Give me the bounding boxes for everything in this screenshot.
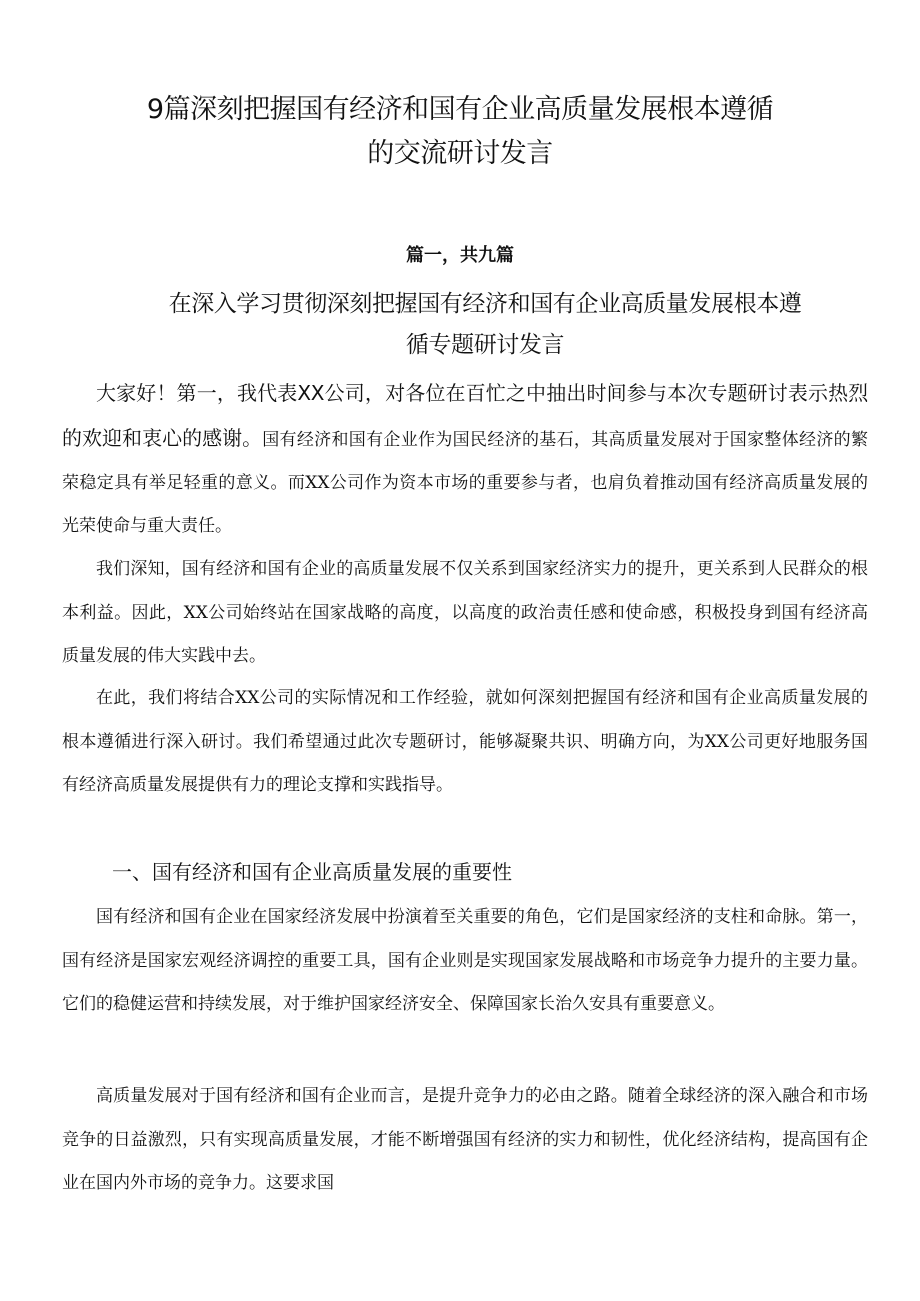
intro-body-text: 国有经济和国有企业作为国民经济的基石，其高质量发展对于国家整体经济的繁荣稳定具有举足轻重的意义。而XX公司作为资本市场的重要参与者，也肩负着推动国有经济高质量发展的光荣使命与重大责任。 (62, 430, 869, 536)
part-label: 篇一，共九篇 (406, 245, 514, 266)
intro-paragraph (62, 372, 868, 548)
document-title-line-1: 9篇深刻把握国有经济和国有企业高质量发展根本遵循 (146, 94, 774, 125)
speech-title-line-2: 循专题研讨发言 (405, 332, 565, 358)
document-title-line-2: 的交流研讨发言 (367, 138, 553, 169)
intro-lead-text: 大家好！第一，我代表XX公司，对各位在百忙之中抽出时间参与本次专题研讨表示热烈的欢迎和衷心的感谢。 (62, 381, 868, 450)
section-paragraph-2: 高质量发展对于国有经济和国有企业而言，是提升竞争力的必由之路。随着全球经济的深入融合和市场竞争的日益激烈，只有实现高质量发展，才能不断增强国有经济的实力和韧性，优化经济结构，提高国有企业在国内外市场的竞争力。这要求国 (62, 1086, 868, 1193)
body-paragraph-2: 在此，我们将结合XX公司的实际情况和工作经验，就如何深刻把握国有经济和国有企业高质量发展的根本遵循进行深入研讨。我们希望通过此次专题研讨，能够凝聚共识、明确方向，为XX公司更好地服务国有经济高质量发展提供有力的理论支撑和实践指导。 (62, 688, 868, 795)
section-paragraph-1: 国有经济和国有企业在国家经济发展中扮演着至关重要的角色，它们是国家经济的支柱和命脉。第一，国有经济是国家宏观经济调控的重要工具，国有企业则是实现国家发展战略和市场竞争力提升的主要力量。它们的稳健运营和持续发展，对于维护国家经济安全、保障国家长治久安具有重要意义。 (62, 907, 868, 1014)
speech-title-line-1: 在深入学习贯彻深刻把握国有经济和国有企业高质量发展根本遵 (168, 291, 802, 317)
document-title (60, 88, 860, 176)
speech-title (100, 284, 870, 366)
section-heading: 一、国有经济和国有企业高质量发展的重要性 (112, 860, 512, 884)
body-paragraph-1: 我们深知，国有经济和国有企业的高质量发展不仅关系到国家经济实力的提升，更关系到人民群众的根本利益。因此，XX公司始终站在国家战略的高度，以高度的政治责任感和使命感，积极投身到国有经济高质量发展的伟大实践中去。 (62, 559, 868, 666)
